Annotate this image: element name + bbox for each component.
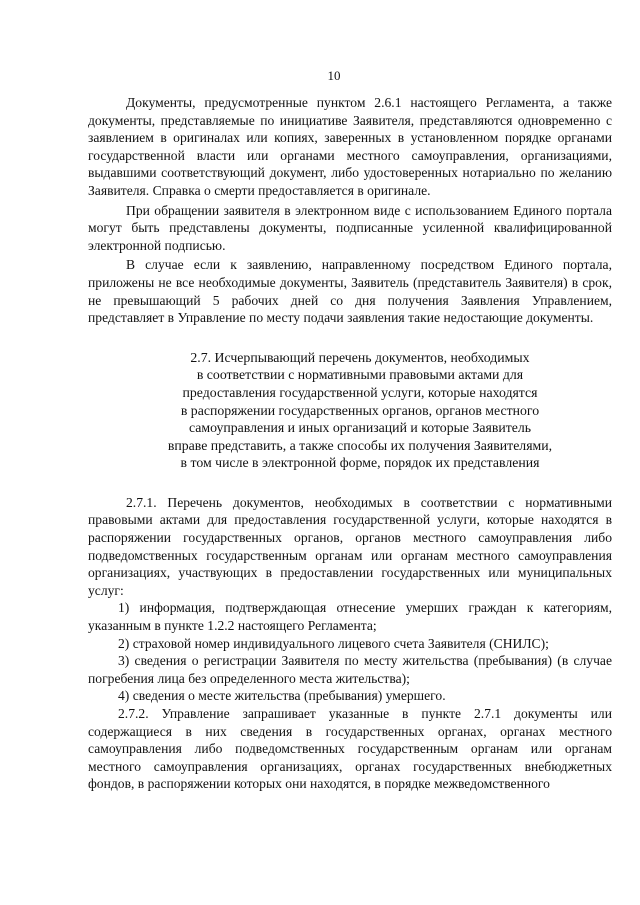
heading-line: предоставления государственной услуги, которые находятся: [182, 384, 538, 400]
list-item: 1) информация, подтверждающая отнесение умерших граждан к категориям, указанным в пункте 1.2.2 настоящего Регламента;: [88, 600, 612, 634]
section-heading-2-7: [88, 349, 612, 472]
page-number: 10: [327, 68, 341, 83]
paragraph-missing-documents: В случае если к заявлению, направленному посредством Единого портала, приложены не все необходимые документы, Заявитель (представитель Заявителя) в срок, не превышающий 5 рабочих дней со дня получения Заявления Управлением, представляет в Управление по месту подачи заявления такие недостающие документы.: [88, 257, 612, 326]
paragraph-2-7-2: 2.7.2. Управление запрашивает указанные в пункте 2.7.1 документы или содержащиеся в них сведения в государственных органах, органах местного самоуправления либо подведомственных государственным органам или органам местного самоуправления организациях, органах государственных внебюджетных фондов, в распоряжении которых они находятся, в порядке межведомственного: [88, 706, 612, 792]
heading-line: в распоряжении государственных органов, органов местного: [180, 402, 540, 418]
paragraph-electronic-submission: При обращении заявителя в электронном виде с использованием Единого портала могут быть представлены документы, подписанные усиленной квалифицированной электронной подписью.: [88, 202, 612, 253]
document-body: [88, 94, 612, 793]
heading-line: в том числе в электронной форме, порядок их представления: [180, 455, 540, 471]
heading-line: 2.7. Исчерпывающий перечень документов, необходимых: [190, 349, 530, 365]
heading-line: в соответствии с нормативными правовыми актами для: [196, 367, 524, 383]
heading-line: вправе представить, а также способы их получения Заявителями,: [167, 437, 553, 453]
paragraph-2-7-1: 2.7.1. Перечень документов, необходимых в соответствии с нормативными правовыми актами для предоставления государственной услуги, которые находятся в распоряжении государственных органов, органов местного самоуправления либо подведомственных государственным органам или органам местного самоуправления организациях, участвующих в предоставлении государственных или муниципальных услуг:: [88, 494, 612, 598]
paragraph-documents-submission: Документы, предусмотренные пунктом 2.6.1 настоящего Регламента, а также документы, представляемые по инициативе Заявителя, представляются одновременно с заявлением в оригиналах или копиях, заверенных в установленном порядке органами государственной власти или органами местного самоуправления, организациями, выдавшими соответствующий документ, либо удостоверенных нотариально по желанию Заявителя. Справка о смерти предоставляется в оригинале.: [88, 95, 612, 198]
list-item: 4) сведения о месте жительства (пребывания) умершего.: [118, 688, 446, 704]
list-item: 3) сведения о регистрации Заявителя по месту жительства (пребывания) (в случае погребения лица без определенного места жительства);: [88, 653, 612, 686]
list-item: 2) страховой номер индивидуального лицевого счета Заявителя (СНИЛС);: [118, 635, 549, 651]
heading-line: самоуправления и иных организаций и которые Заявитель: [188, 420, 532, 436]
